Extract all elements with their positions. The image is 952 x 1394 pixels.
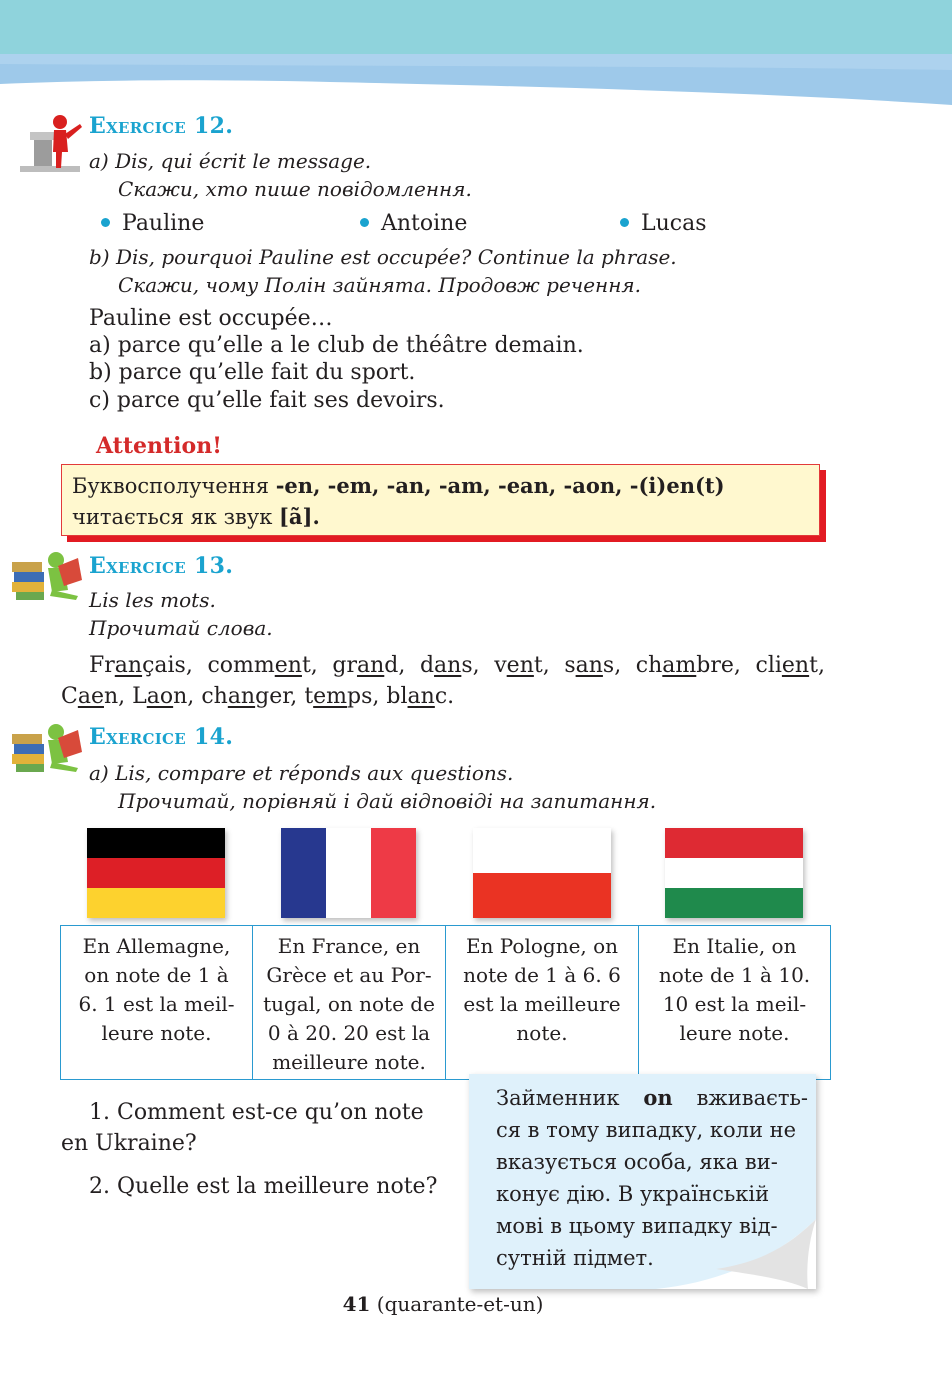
- grading-cell-france: En France, en Grèce et au Por- tugal, on note de 0 à 20. 20 est la meilleure note.: [252, 925, 446, 1080]
- word: changer,: [201, 684, 298, 709]
- option-pauline: Pauline: [101, 210, 204, 238]
- flag-stripe: [665, 858, 803, 888]
- flag-stripe: [326, 828, 371, 918]
- reading-kid-icon: [12, 722, 82, 774]
- answer-line: a) parce qu’elle a le club de théâtre demain.: [89, 333, 584, 358]
- exercise-13-instr-uk: Прочитай слова.: [89, 616, 273, 640]
- grammar-note-text: Займенник on вживаєть- ся в тому випадку, коли не вказується особа, яка ви- конує дію. В українській мові в цьому випадку від- сутній підмет.: [496, 1085, 808, 1270]
- grading-cell-allemagne: En Allemagne, on note de 1 à 6. 1 est la meil- leure note.: [60, 925, 253, 1080]
- option-lucas: Lucas: [620, 210, 707, 238]
- germany-flag: [87, 828, 225, 918]
- flag-stripe: [87, 858, 225, 888]
- word-list-line-2: [61, 683, 454, 711]
- answer-line: c) parce qu’elle fait ses devoirs.: [89, 388, 445, 413]
- word: Français,: [89, 653, 193, 678]
- bullet-icon: [620, 218, 629, 227]
- attention-box: [61, 464, 820, 536]
- word: sans,: [564, 653, 622, 678]
- poland-flag: [473, 828, 611, 918]
- bullet-icon: [101, 218, 110, 227]
- exercise-12-b-uk: Скажи, чому Полін зайнята. Продовж речення.: [118, 273, 641, 297]
- word-list-line-1: [89, 652, 825, 680]
- exercise-13-instr-fr: Lis les mots.: [89, 588, 216, 612]
- grammar-note: [469, 1074, 816, 1289]
- word: comment,: [207, 653, 318, 678]
- header-banner: [0, 0, 952, 110]
- page-curl-icon: [656, 1219, 816, 1289]
- hungary-flag: [665, 828, 803, 918]
- word: vent,: [494, 653, 550, 678]
- grading-cell-pologne: En Pologne, on note de 1 à 6. 6 est la meilleure note.: [445, 925, 639, 1080]
- exercise-12-b-fr: b) Dis, pourquoi Pauline est occupée? Continue la phrase.: [89, 245, 677, 269]
- grading-cell-italie: En Italie, on note de 1 à 10. 10 est la meil- leure note.: [638, 925, 831, 1080]
- flag-stripe: [665, 828, 803, 858]
- word: grand,: [332, 653, 406, 678]
- page-number: 41 (quarante-et-un): [342, 1292, 544, 1316]
- answer-line: Pauline est occupée…: [89, 306, 333, 331]
- exercise-14-a-uk: Прочитай, порівняй і дай відповіді на запитання.: [118, 789, 657, 813]
- flag-stripe: [371, 828, 416, 918]
- question-1-line-1: 1. Comment est-ce qu’on note: [89, 1100, 424, 1125]
- word: chambre,: [635, 653, 741, 678]
- reading-kid-icon: [12, 550, 82, 602]
- speaker-icon: [20, 112, 84, 178]
- attention-title: Attention!: [96, 433, 222, 459]
- word: Caen,: [61, 684, 126, 709]
- word: client,: [755, 653, 825, 678]
- flag-stripe: [665, 888, 803, 918]
- bullet-icon: [360, 218, 369, 227]
- question-1-line-2: en Ukraine?: [61, 1131, 197, 1156]
- word: Laon,: [132, 684, 195, 709]
- attention-line-1: Буквосполучення -en, -em, -an, -am, -ean, -aon, -(i)en(t): [72, 473, 725, 498]
- question-2: 2. Quelle est la meilleure note?: [89, 1174, 438, 1199]
- flag-stripe: [473, 873, 611, 918]
- word: dans,: [419, 653, 480, 678]
- word: temps,: [304, 684, 380, 709]
- exercise-12-a-uk: Скажи, хто пише повідомлення.: [118, 177, 472, 201]
- flag-stripe: [473, 828, 611, 873]
- flag-stripe: [281, 828, 326, 918]
- exercise-14-title: Exercice 14.: [89, 724, 234, 750]
- answer-line: b) parce qu’elle fait du sport.: [89, 360, 416, 385]
- exercise-12-a-fr: a) Dis, qui écrit le message.: [89, 149, 372, 173]
- option-antoine: Antoine: [360, 210, 467, 238]
- attention-line-2: читається як звук [ã].: [72, 504, 320, 529]
- flag-stripe: [87, 828, 225, 858]
- exercise-14-a-fr: a) Lis, compare et réponds aux questions.: [89, 761, 514, 785]
- france-flag: [281, 828, 416, 918]
- exercise-13-title: Exercice 13.: [89, 553, 234, 579]
- flag-stripe: [87, 888, 225, 918]
- exercise-12-title: Exercice 12.: [89, 113, 234, 139]
- word: blanc.: [386, 684, 455, 709]
